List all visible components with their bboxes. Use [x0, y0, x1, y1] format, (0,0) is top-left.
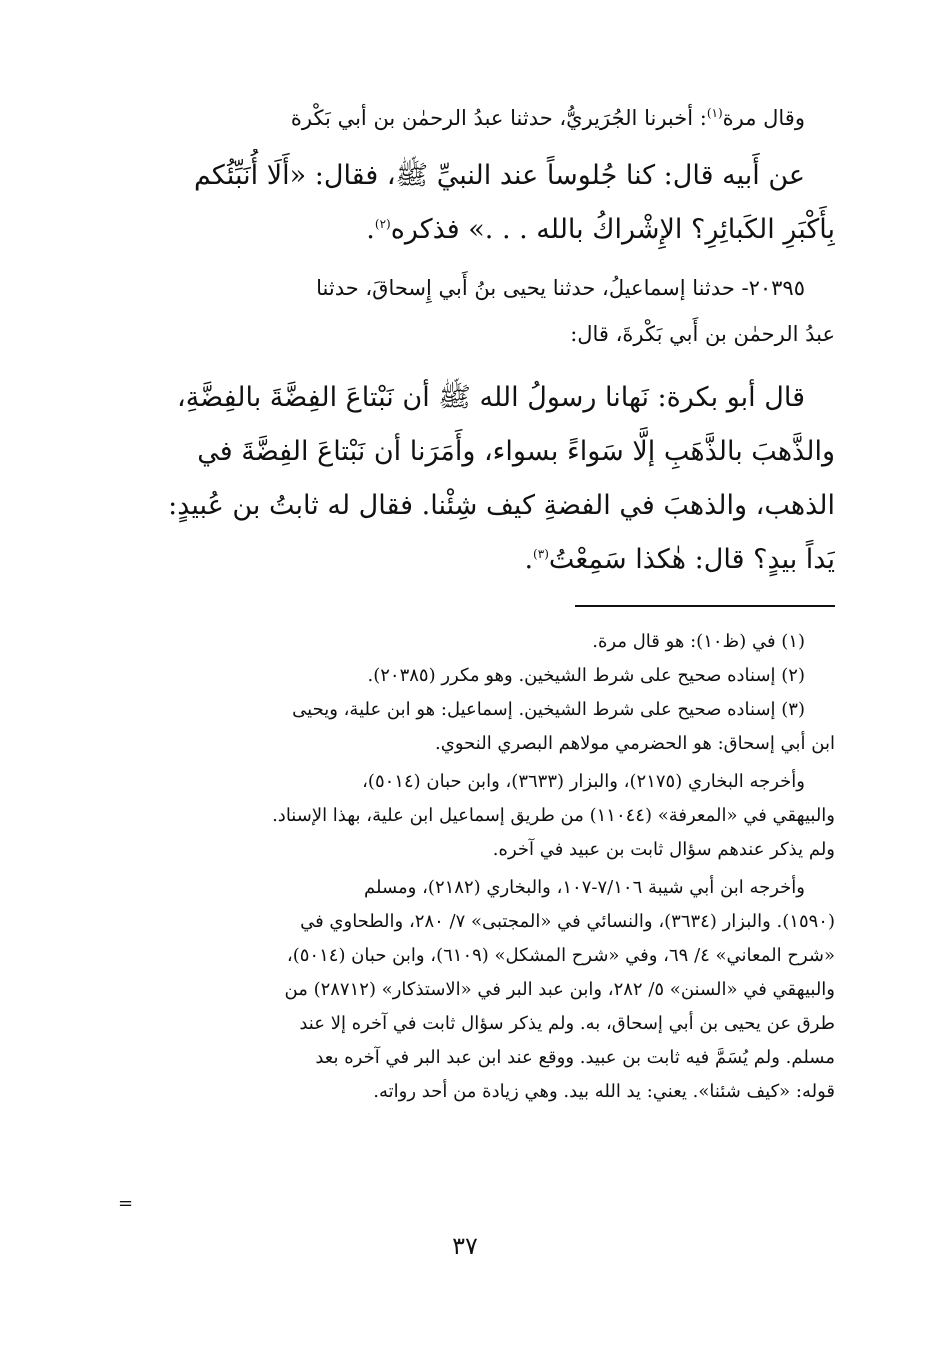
footnote-3-line: طرق عن يحيى بن أبي إسحاق، به. ولم يذكر سؤال ثابت في آخره إلا عند [299, 1013, 835, 1034]
text-segment: : أخبرنا الجُرَيريُّ، حدثنا عبدُ الرحمٰن بن أبي بَكْرة [290, 106, 707, 130]
hadith-text-paragraph [130, 149, 835, 257]
footnote-3-line: وأخرجه ابن أبي شيبة ٧/١٠٦-١٠٧، والبخاري (٢١٨٢)، ومسلم [364, 877, 805, 898]
footnote-3-line: ابن أبي إسحاق: هو الحضرمي مولاهم البصري النحوي. [435, 733, 835, 754]
footnote-3-line: وأخرجه البخاري (٢١٧٥)، والبزار (٣٦٣٣)، وابن حبان (٥٠١٤)، [362, 771, 805, 792]
footnotes [130, 625, 835, 1109]
page-number: ٣٧ [452, 1232, 478, 1260]
text-segment: . [524, 544, 534, 575]
text-line [130, 533, 835, 587]
text-segment: . [366, 214, 375, 245]
footnote-1: (١) في (ظ١٠): هو قال مرة. [592, 631, 805, 652]
footnote-3-line: والبيهقي في «المعرفة» (١١٠٤٤) من طريق إسماعيل ابن علية، بهذا الإسناد. [272, 805, 835, 826]
footnote-3-line: والبيهقي في «السنن» ٥/ ٢٨٢، وابن عبد البر في «الاستذكار» (٢٨٧١٢) من [284, 979, 835, 1000]
text-line: قال أبو بكرة: نَهانا رسولُ الله ﷺ أن نَبْتاعَ الفِضَّةَ بالفِضَّةِ، [176, 382, 805, 413]
continuation-mark: = [118, 1193, 134, 1214]
text-segment: وقال مرة [722, 106, 805, 130]
text-segment: بِأَكْبَرِ الكَبائِرِ؟ الإِشْراكُ بالله . . .» فذكره [390, 214, 835, 245]
text-line: الذهب، والذهبَ في الفضةِ كيف شِئْنا. فقال له ثابتُ بن عُبيدٍ: [168, 490, 835, 521]
hadith-text-paragraph [130, 371, 835, 587]
footnote-3-line: قوله: «كيف شئنا». يعني: يد الله بيد. وهي زيادة من أحد رواته. [373, 1081, 835, 1102]
page-body [130, 95, 835, 1109]
text-line: عبدُ الرحمٰن بن أَبي بَكْرةَ، قال: [570, 322, 835, 346]
hadith-chain-paragraph [130, 265, 835, 357]
footnote-3-line: (١٥٩٠). والبزار (٣٦٣٤)، والنسائي في «المجتبى» ٧/ ٢٨٠، والطحاوي في [300, 911, 835, 932]
text-line: ٢٠٣٩٥- حدثنا إسماعيلُ، حدثنا يحيى بنُ أَبي إِسحاقَ، حدثنا [316, 276, 805, 300]
footnote-ref: (١) [706, 106, 723, 120]
footnote-3-line: «شرح المعاني» ٤/ ٦٩، وفي «شرح المشكل» (٦١٠٩)، وابن حبان (٥٠١٤)، [286, 945, 835, 966]
footnote-3-line: (٣) إسناده صحيح على شرط الشيخين. إسماعيل: هو ابن علية، ويحيى [292, 699, 805, 720]
text-line: والذَّهبَ بالذَّهَبِ إلَّا سَواءً بسواء، وأَمَرَنا أن نَبْتاعَ الفِضَّةَ في [197, 436, 835, 467]
text-line [130, 203, 835, 257]
hadith-chain-paragraph [130, 95, 835, 141]
text-segment: يَداً بيدٍ؟ قال: هٰكذا سَمِعْتُ [548, 544, 835, 575]
footnote-ref: (٣) [533, 547, 549, 561]
text-line [130, 95, 835, 141]
footnote-3-line: مسلم. ولم يُسَمَّ فيه ثابت بن عبيد. ووقع عند ابن عبد البر في آخره بعد [315, 1047, 835, 1068]
footnote-2: (٢) إسناده صحيح على شرط الشيخين. وهو مكرر (٢٠٣٨٥). [367, 665, 805, 686]
footnote-ref: (٢) [374, 217, 391, 231]
footnote-3-line: ولم يذكر عندهم سؤال ثابت بن عبيد في آخره. [492, 839, 835, 860]
footnote-separator [575, 605, 835, 607]
text-line: عن أَبيه قال: كنا جُلوساً عند النبيِّ ﷺ، فقال: «أَلَا أُنَبِّئُكم [193, 160, 805, 191]
